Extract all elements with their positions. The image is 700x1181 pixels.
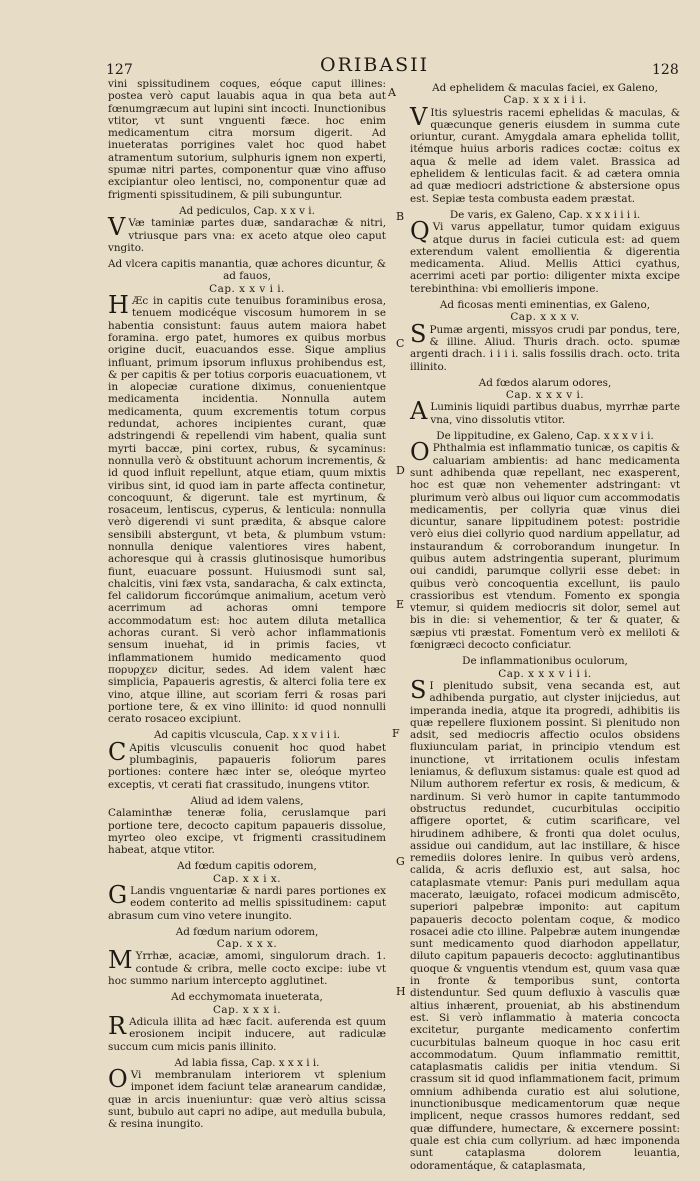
- chapter-number: Cap. x x i x.: [212, 872, 282, 885]
- gutter-marker-a: A: [388, 86, 396, 99]
- chapter-heading: De lippitudine, ex Galeno, Cap. x x x v i i.: [436, 430, 654, 443]
- paragraph: ALuminis liquidi partibus duabus, myrrhæ parte vna, vino dissolutis vtitor.: [410, 397, 680, 426]
- chapter-heading: Ad vlcera capitis manantia, quæ achores dicuntur, & ad fauos,: [108, 258, 386, 283]
- paragraph: VVæ taminiæ partes duæ, sandarachæ & nitri, vtriusque pars vna: ex aceto atque oleo caput vngito.: [108, 213, 386, 254]
- right-column: [410, 78, 680, 1172]
- left-column: [108, 78, 386, 1158]
- chapter-heading: Ad fœdum capitis odorem,: [177, 860, 317, 873]
- paragraph: vini spissitudinem coques, eóque caput illines: postea verò caput lauabis aqua in qua beta aut fœnumgræcum aut lupini sint incocti. Inunctionibus vtitor, vt sunt vnguenti fæce. hoc enim medicamentum citra morsum digerit. Ad inueteratas porrigines valet hoc quod habet atramentum sutorium, sulphuris ignem non experti, spumæ nitri partes, componentur quæ vino affuso excipiantur oleo lentisci, no, componentur quæ ad frigmenti spissitudinem, & pili subunguntur.: [108, 78, 386, 201]
- chapter-number: Cap. x x x i i i.: [503, 94, 587, 107]
- page-number-left: 127: [106, 62, 133, 78]
- paragraph: QVi varus appellatur, tumor quidam exiguus atque durus in faciei cuticula est: ad quem exterendum valent emollientia & digerentia medicamenta. Aliud. Mellis Attici cyathus, acerrimi aceti par portio: diligenter mixta excipe terebinthina: vbi emollieris impone.: [410, 217, 680, 295]
- chapter-number: Cap. x x x.: [216, 938, 278, 951]
- chapter-number: Cap. x x x i.: [212, 1003, 282, 1016]
- paragraph: SI plenitudo subsit, vena secanda est, aut adhibenda purgatio, aut clyster inijciedus, aut imperanda inedia, atque ita progredi, adhibitis iis quæ repellere fluxionem possint. Si plenitudo non adsit, sed mediocris affectio oculos obsidens fluxiunculam pariat, in principio vtendum est inunctione, vt irritationem oculis infestam leniamus, & defluxum sistamus: quale est quod ad Nilum authorem refertur ex rosis, & medicum, & nardinum. Si verò humor in capite tantummodo obstructus redundet, cucurbitulas occipitio affigere oportet, & cutim scarificare, vel hirudinem adhibere, & fronti qua dolet oculus, assidue oui candidum, aut lac instillare, & hisce remediis dolores lenire. In quibus verò ardens, calida, & acris defluxio est, aut salsa, hoc cataplasmate vtemur: Panis puri medullam aqua macerato, læuigato, rofacei modicum admiscēto, superiori palpebræ imponito: aut capitum papaueris decocto polentam coque, & modico rosacei adie cto illine. Palpebræ autem inungendæ sunt medicamento quod diarhodon appellatur, diluto capitum papaueris decocto: agglutinantibus quoque & vnguentis vtendum est, quum vasa quæ in fronte & temporibus sunt, contorta distenduntur. Sed quum defluxio à vasculis quæ altius inhærent, proueniat, ab his abstinendum est. Si verò inflammatio à materia concocta excitetur, purgante medicamento confertim cucurbitulas balneum quoque in hoc casu erit accommodatum. Quum inflammatio remittit, cataplasmatis calidis per initia vtendum. Si crassum sit id quod inflammationem facit, primum omnium adhibenda curatio est alui solutione, inunctionibusque medicamentorum quæ neque implicent, neque crassos humores reddant, sed quæ diffundere, humectare, & excernere possint: quale est chia cum collyrium. ad hæc imponenda sunt cataplasma dolorem leuantia, odoramentáque, & cataplasmata,: [410, 675, 680, 1172]
- gutter-marker-d: D: [396, 464, 405, 477]
- paragraph: SPumæ argenti, missyos crudi par pondus, tere, & illine. Aliud. Thuris drach. octo. spumæ argenti drach. i i i i. salis fossilis drach. octo. trita illinito.: [410, 319, 680, 373]
- chapter-number: Cap. x x x v.: [510, 311, 580, 324]
- gutter-marker-c: C: [396, 337, 405, 350]
- chapter-heading: Ad fœdos alarum odores,: [478, 376, 612, 389]
- paragraph: RAdicula illita ad hæc facit. auferenda est quum erosionem incipit inducere, aut radiculæ succum cum micis panis illinito.: [108, 1011, 386, 1053]
- chapter-heading: De inflammationibus oculorum,: [462, 655, 628, 668]
- chapter-heading: Ad ficosas menti eminentias, ex Galeno,: [439, 299, 651, 312]
- paragraph: HÆc in capitis cute tenuibus foraminibus erosa, tenuem modicéque viscosum humorem in se habentia consistunt: fauus autem maiora habet foramina. ergo patet, humores ex quibus morbus origine ducit, euacuandos esse. Sique amplius influant, primum ipsorum influxus prohibendus est, & per capitis & per totius corporis euacuationem, vt in alopeciæ curatione diximus, conuenientque medicamenta incidentia. Nonnulla autem medicamenta, quum excrementis totum corpus redundat, achores incipientes curant, quæ adstringendi & repellendi vim habent, qualia sunt myrti baccæ, pini cortex, rubus, & sycaminus: nonnulla verò & obstituunt achorum incrementis, & id quod influit repellunt, atque etiam, quum mixtis viribus sint, id quod iam in parte affecta continetur, concoquunt, & digerunt. tale est myrtinum, & rosaceum, lentiscus, cyperus, & lenticula: nonnulla verò digerendi vi sunt prædita, & absque calore sensibili abstergunt, vt beta, & plumbum vstum: nonnulla denique valentiores vires habent, achoresque qui à crassis glutinosisque humoribus fiunt, euacuare possunt. Huiusmodi sunt sal, chalcitis, vini fæx vsta, sandaracha, & calx extincta, fel calidorum ficcorúmque animalium, acetum verò acerrimum ad achoras omni tempore accommodatum est: hoc autem diluta metallica achoras curant. Si verò achor inflammationis sensum inuehat, id in primis facies, vt inflammationem humido medicamento quod πορυρχεν dicitur, sedes. Ad idem valent hæc simplicia, Papaueris agrestis, & alterci folia tere ex vino, atque illine, aut scoriam ferri & rosas pari portione tere, & ex vino illinito: id quod nonnulli cerato rosaceo excipiunt.: [108, 291, 386, 726]
- chapter-heading: Ad labia fissa, Cap. x x x i i.: [174, 1056, 320, 1069]
- paragraph: OPhthalmia est inflammatio tunicæ, os capitis & caluariam ambientis: ad hanc medicamenta sunt adhibenda quæ repellant, nec exasperent, hoc est quæ non vehementer adstringant: vt plurimum verò albus oui liquor cum accommodatis medicamentis, per collyria quæ vinus diei dicuntur, sanare lippitudinem potest: postridie verò eius diei collyrio quod nardium appellatur, ad instaurandum & corroborandum inungetur. In quibus autem adstringentia superant, plurimum oui candidi, parumque collyrii esse debet: in quibus verò concoquentia excellunt, iis paulo crassioribus est vtendum. Fomento ex spongia vtemur, si quidem mediocris sit dolor, semel aut bis in die: si vehementior, & ter & quater, & sæpius vti præstat. Fomentum verò ex meliloti & fœnigræci decocto conficiatur.: [410, 438, 680, 652]
- gutter-marker-g: G: [396, 855, 405, 868]
- paragraph: OVi membranulam interiorem vt splenium imponet idem faciunt telæ aranearum candidæ, quæ in arcis inueniuntur: quæ verò altius scissa sunt, bubulo aut capri no adipe, aut medulla bubula, & resina inungito.: [108, 1065, 386, 1131]
- page-header: [0, 54, 700, 76]
- chapter-heading: Ad fœdum narium odorem,: [175, 925, 319, 938]
- page-number-right: 128: [652, 62, 679, 78]
- chapter-heading: Aliud ad idem valens,: [190, 794, 304, 807]
- paragraph: MYrrhæ, acaciæ, amomi, singulorum drach. 1. contude & cribra, melle cocto excipe: iube vt hoc summo narium intercepto agglutinet.: [108, 946, 386, 988]
- gutter-marker-e: E: [396, 598, 405, 611]
- chapter-number: Cap. x x v i i.: [209, 282, 285, 295]
- chapter-heading: Ad pediculos, Cap. x x v i.: [179, 204, 315, 217]
- gutter-marker-h: H: [396, 985, 406, 998]
- chapter-heading: Ad ecchymomata inueterata,: [171, 991, 323, 1004]
- chapter-number: Cap. x x x v i.: [505, 389, 585, 402]
- gutter-marker-b: B: [396, 210, 405, 223]
- paragraph: VItis syluestris racemi ephelidas & maculas, & quæcunque generis eiusdem in summa cute oriuntur, curant. Amygdala amara ephelida tollit, itémque huius arboris radices coctæ: coitus ex aqua & melle ad idem valet. Brassica ad ephelidem & lenticulas facit. & ad cætera omnia ad quæ mediocri adstrictione & abstersione opus est. Sepiæ testa combusta eadem præstat.: [410, 102, 680, 205]
- chapter-number: Cap. x x x v i i i.: [498, 667, 592, 680]
- chapter-heading: Ad ephelidem & maculas faciei, ex Galeno,: [432, 82, 658, 94]
- chapter-heading: Ad capitis vlcuscula, Cap. x x v i i i.: [153, 729, 341, 742]
- chapter-heading: De varis, ex Galeno, Cap. x x x i i i i.: [449, 208, 641, 221]
- running-title: ORIBASII: [320, 54, 430, 76]
- paragraph: Calaminthæ teneræ folia, ceruslamque pari portione tere, decocto capitum papaueris dissolue, myrteo oleo excipe, vt frigmenti crassitudinem habeat, atque vtitor.: [108, 807, 386, 857]
- paragraph: GLandis vnguentariæ & nardi pares portiones ex eodem conterito ad mellis spissitudinem: caput abrasum cum vino vetere inungito.: [108, 881, 386, 922]
- gutter-marker-f: F: [392, 727, 400, 740]
- paragraph: CApitis vlcusculis conuenit hoc quod habet plumbaginis, papaueris foliorum pares portiones: contere hæc inter se, oleóque myrteo exceptis, vt cerati fiat crassitudo, inungens vtitor.: [108, 737, 386, 791]
